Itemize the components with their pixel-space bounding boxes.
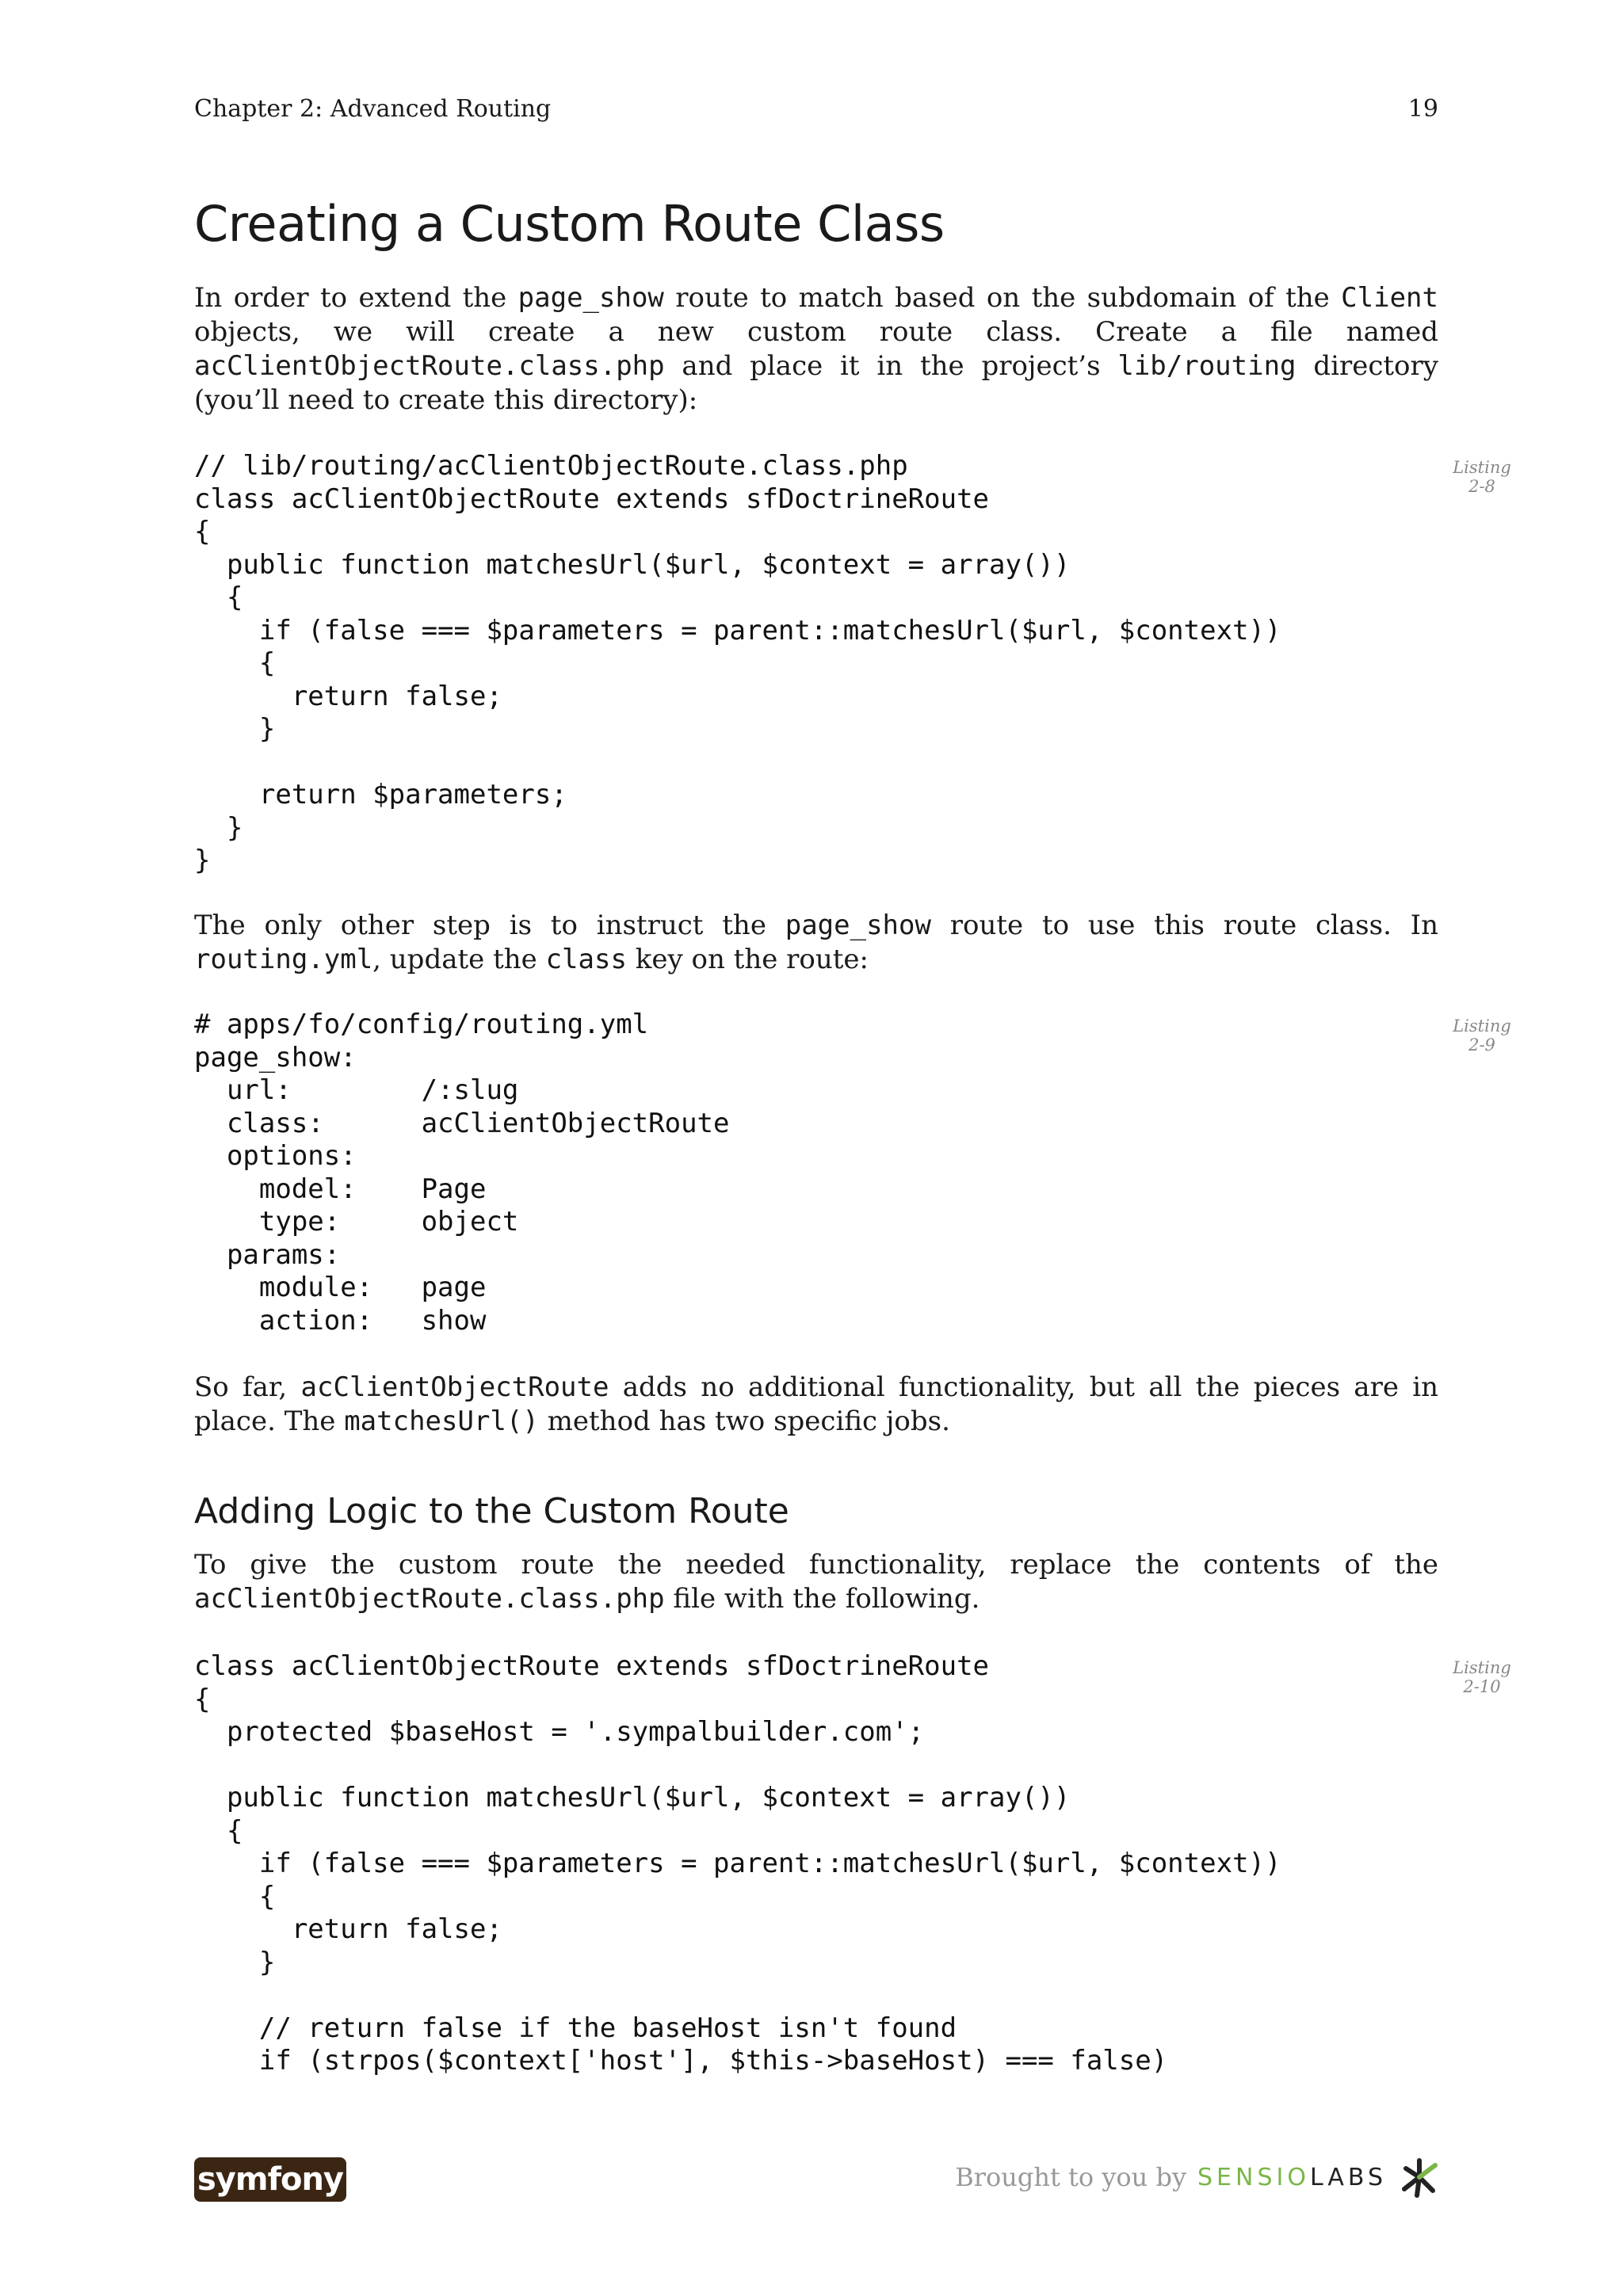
paragraph-so-far: So far, acClientObjectRoute adds no additional functionality, but all the pieces are in place. The matchesUrl() method has two specific jobs.: [194, 1371, 1439, 1437]
code-listing-2-9: # apps/fo/config/routing.yml page_show: url: /:slug class: acClientObjectRoute options: model: Page type: object params: module: page action: show: [194, 1009, 730, 1337]
symfony-logo: symfony: [194, 2157, 346, 2202]
paragraph-instruct: The only other step is to instruct the page_show route to use this route class. In routing.yml, update the class key on the route:: [194, 910, 1438, 975]
inline-code: routing.yml: [194, 944, 373, 975]
page-header: [194, 95, 1438, 135]
inline-code: acClientObjectRoute.class.php: [194, 1583, 665, 1615]
listing-label-2-9: Listing 2-9: [1453, 1016, 1511, 1055]
inline-code: acClientObjectRoute.class.php: [194, 350, 665, 382]
section-title: Creating a Custom Route Class: [194, 195, 945, 253]
chapter-title: Chapter 2: Advanced Routing: [194, 95, 552, 123]
paragraph-intro: In order to extend the page_show route to match based on the subdomain of the Client objects, we will create a new custom route class. Create a file named acClientObjectRoute.class.php and place it in the project’s lib/routing directory (you’ll need to create this directory):: [194, 282, 1438, 416]
inline-code: acClientObjectRoute: [300, 1371, 609, 1403]
listing-label-2-8: Listing 2-8: [1453, 458, 1511, 496]
brand-labs: LABS: [1309, 2163, 1387, 2191]
subsection-title: Adding Logic to the Custom Route: [194, 1491, 789, 1531]
inline-code: page_show: [785, 910, 931, 941]
inline-code: lib/routing: [1117, 350, 1296, 382]
brought-by-text: Brought to you by: [955, 2162, 1187, 2192]
paragraph-replace: To give the custom route the needed functionality, replace the contents of the acClientObjectRoute.class.php file with the following.: [194, 1549, 1438, 1615]
sensiolabs-star-icon: [1398, 2156, 1441, 2199]
listing-label-2-10: Listing 2-10: [1453, 1658, 1511, 1696]
inline-code: Client: [1341, 282, 1438, 314]
page-number: 19: [1407, 95, 1438, 123]
code-listing-2-10: class acClientObjectRoute extends sfDoctrineRoute { protected $baseHost = '.sympalbuilder.com'; public function matchesUrl($url, $context = array()) { if (false === $parameters = parent::matchesUrl($url, $context)) { return false; } // return false if the baseHost isn't found if (strpos($context['host'], $this->baseHost) === false): [194, 1650, 1281, 2077]
inline-code: page_show: [517, 282, 664, 314]
code-listing-2-8: // lib/routing/acClientObjectRoute.class.php class acClientObjectRoute extends sfDoctrineRoute { public function matchesUrl($url, $context = array()) { if (false === $parameters = parent::matchesUrl($url, $context)) { return false; } return $parameters; } }: [194, 450, 1281, 876]
inline-code: class: [545, 944, 627, 975]
brand-sensio: SENSIO: [1197, 2163, 1310, 2191]
inline-code: matchesUrl(): [344, 1405, 539, 1437]
footer-brand: [955, 2153, 1441, 2201]
